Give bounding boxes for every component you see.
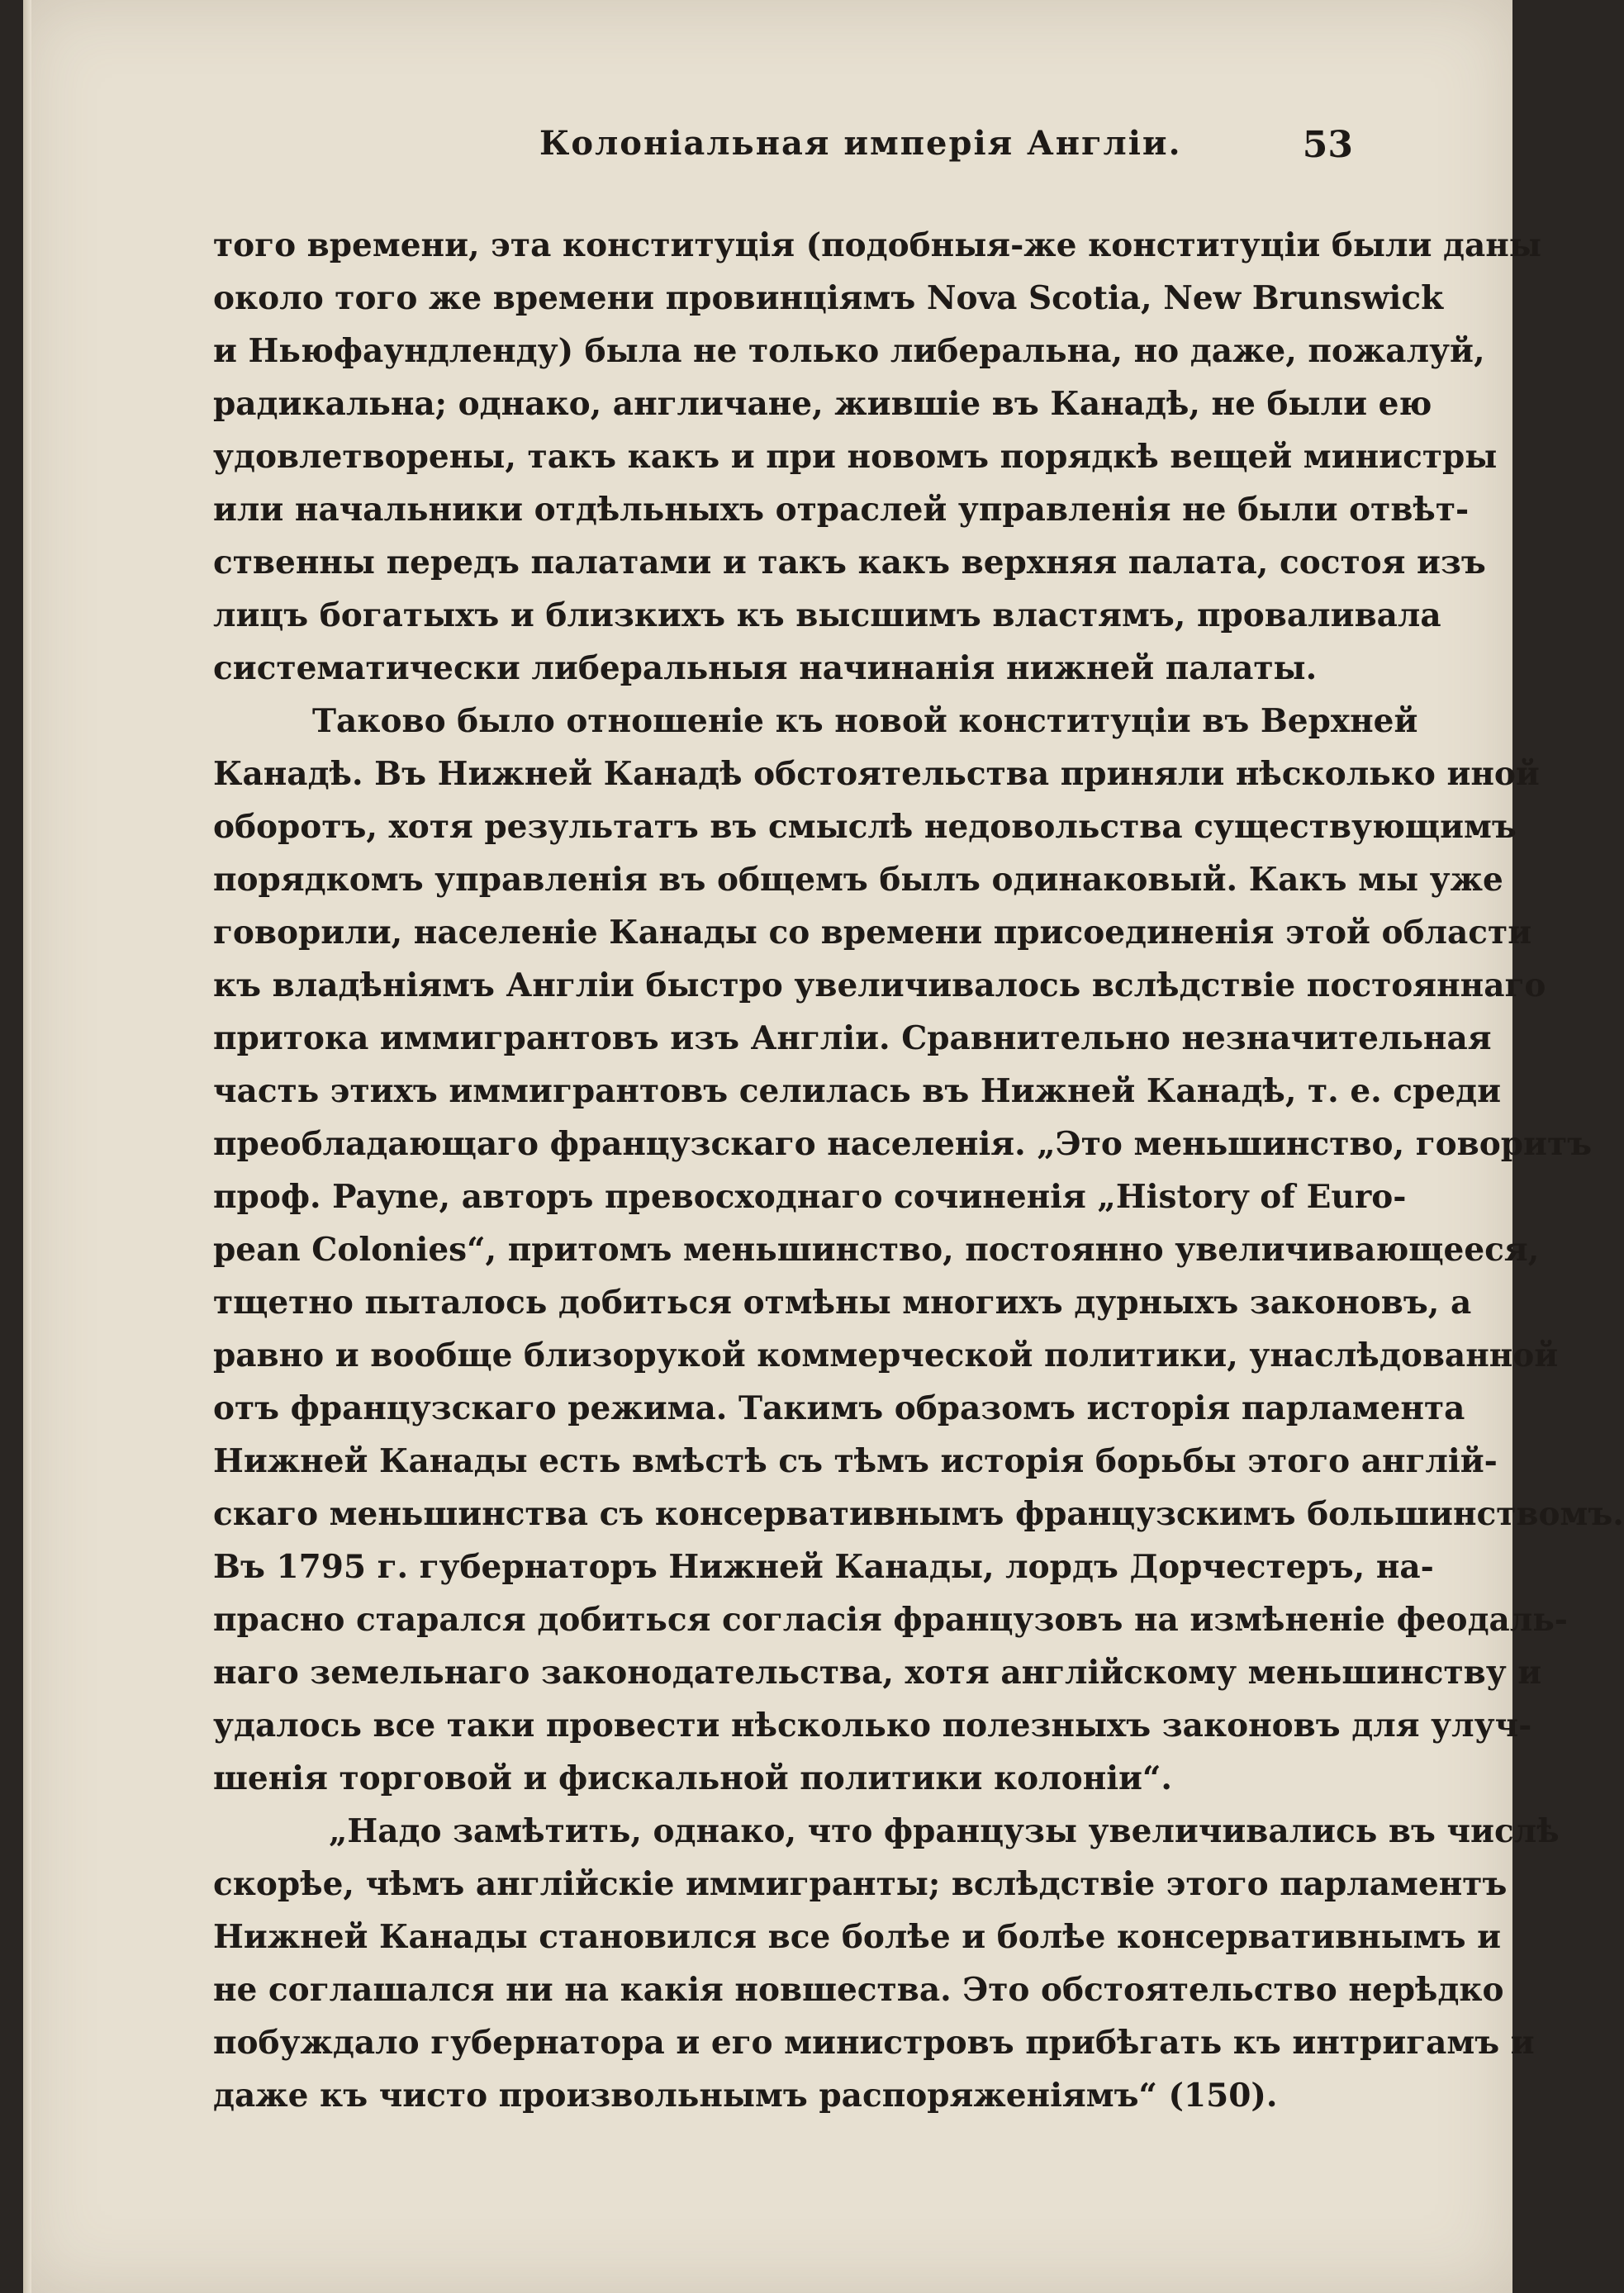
text-line: преобладающаго французскаго населенія. „Это меньшинство, говоритъ: [213, 1125, 1593, 1163]
text-line: ственны передъ палатами и такъ какъ верхняя палата, состоя изъ: [213, 544, 1486, 582]
page-gutter: [23, 0, 31, 2293]
text-line: оборотъ, хотя результатъ въ смыслѣ недовольства существующимъ: [213, 808, 1517, 846]
text-line: и Ньюфаундленду) была не только либеральна, но даже, пожалуй,: [213, 332, 1485, 370]
text-line: или начальники отдѣльныхъ отраслей управленія не были отвѣт-: [213, 491, 1470, 529]
text-line: притока иммигрантовъ изъ Англіи. Сравнительно незначительная: [213, 1019, 1492, 1057]
text-line: къ владѣніямъ Англіи быстро увеличивалось вслѣдствіе постояннаго: [213, 966, 1546, 1004]
text-line: шенія торговой и фискальной политики колоніи“.: [213, 1759, 1172, 1797]
text-line: около того же времени провинціямъ Nova Scotia, New Brunswick: [213, 279, 1444, 317]
text-line: говорили, населеніе Канады со времени присоединенія этой области: [213, 914, 1532, 952]
text-line: радикальна; однако, англичане, жившіе въ Канадѣ, не были ею: [213, 385, 1432, 423]
page-number: 53: [1302, 124, 1353, 166]
text-line: Канадѣ. Въ Нижней Канадѣ обстоятельства приняли нѣсколько иной: [213, 755, 1540, 793]
text-line: равно и вообще близорукой коммерческой политики, унаслѣдованной: [213, 1336, 1559, 1374]
text-line: побуждало губернатора и его министровъ прибѣгать къ интригамъ и: [213, 2024, 1535, 2062]
text-line: того времени, эта конституція (подобныя-же конституціи были даны: [213, 226, 1541, 264]
text-line: скорѣе, чѣмъ англійскіе иммигранты; вслѣдствіе этого парламентъ: [213, 1865, 1508, 1903]
body-text: [213, 219, 1624, 2122]
text-line: порядкомъ управленія въ общемъ былъ одинаковый. Какъ мы уже: [213, 861, 1503, 899]
text-line: отъ французскаго режима. Такимъ образомъ исторія парламента: [213, 1389, 1465, 1427]
text-line: даже къ чисто произвольнымъ распоряженіямъ“ (150).: [213, 2077, 1278, 2115]
running-head: Колоніальная имперія Англіи.: [539, 124, 1182, 163]
text-line: лицъ богатыхъ и близкихъ къ высшимъ властямъ, проваливала: [213, 596, 1441, 634]
text-line: Въ 1795 г. губернаторъ Нижней Канады, лордъ Дорчестеръ, на-: [213, 1548, 1434, 1586]
text-line: проф. Payne, авторъ превосходнаго сочиненія „History of Euro-: [213, 1178, 1407, 1216]
text-line: „Надо замѣтить, однако, что французы увеличивались въ числѣ: [329, 1812, 1560, 1850]
text-line: Таково было отношеніе къ новой конституціи въ Верхней: [312, 702, 1418, 740]
text-line: не соглашался ни на какія новшества. Это обстоятельство нерѣдко: [213, 1971, 1504, 2009]
text-line: систематически либеральныя начинанія нижней палаты.: [213, 649, 1318, 687]
text-line: удовлетворены, такъ какъ и при новомъ порядкѣ вещей министры: [213, 438, 1498, 476]
text-line: прасно старался добиться согласія французовъ на измѣненіе феодаль-: [213, 1601, 1568, 1639]
text-line: тщетно пыталось добиться отмѣны многихъ дурныхъ законовъ, а: [213, 1284, 1472, 1322]
book-page: [23, 0, 1624, 2293]
text-line: удалось все таки провести нѣсколько полезныхъ законовъ для улуч-: [213, 1707, 1532, 1745]
text-line: скаго меньшинства съ консервативнымъ французскимъ большинствомъ.: [213, 1495, 1624, 1533]
text-line: Нижней Канады есть вмѣстѣ съ тѣмъ исторія борьбы этого англій-: [213, 1442, 1498, 1480]
text-line: наго земельнаго законодательства, хотя англійскому меньшинству и: [213, 1654, 1542, 1692]
page-header: [213, 124, 1353, 182]
text-line: часть этихъ иммигрантовъ селилась въ Нижней Канадѣ, т. е. среди: [213, 1072, 1502, 1110]
text-line: pean Colonies“, притомъ меньшинство, постоянно увеличивающееся,: [213, 1231, 1540, 1269]
text-line: Нижней Канады становился все болѣе и болѣе консервативнымъ и: [213, 1918, 1502, 1956]
